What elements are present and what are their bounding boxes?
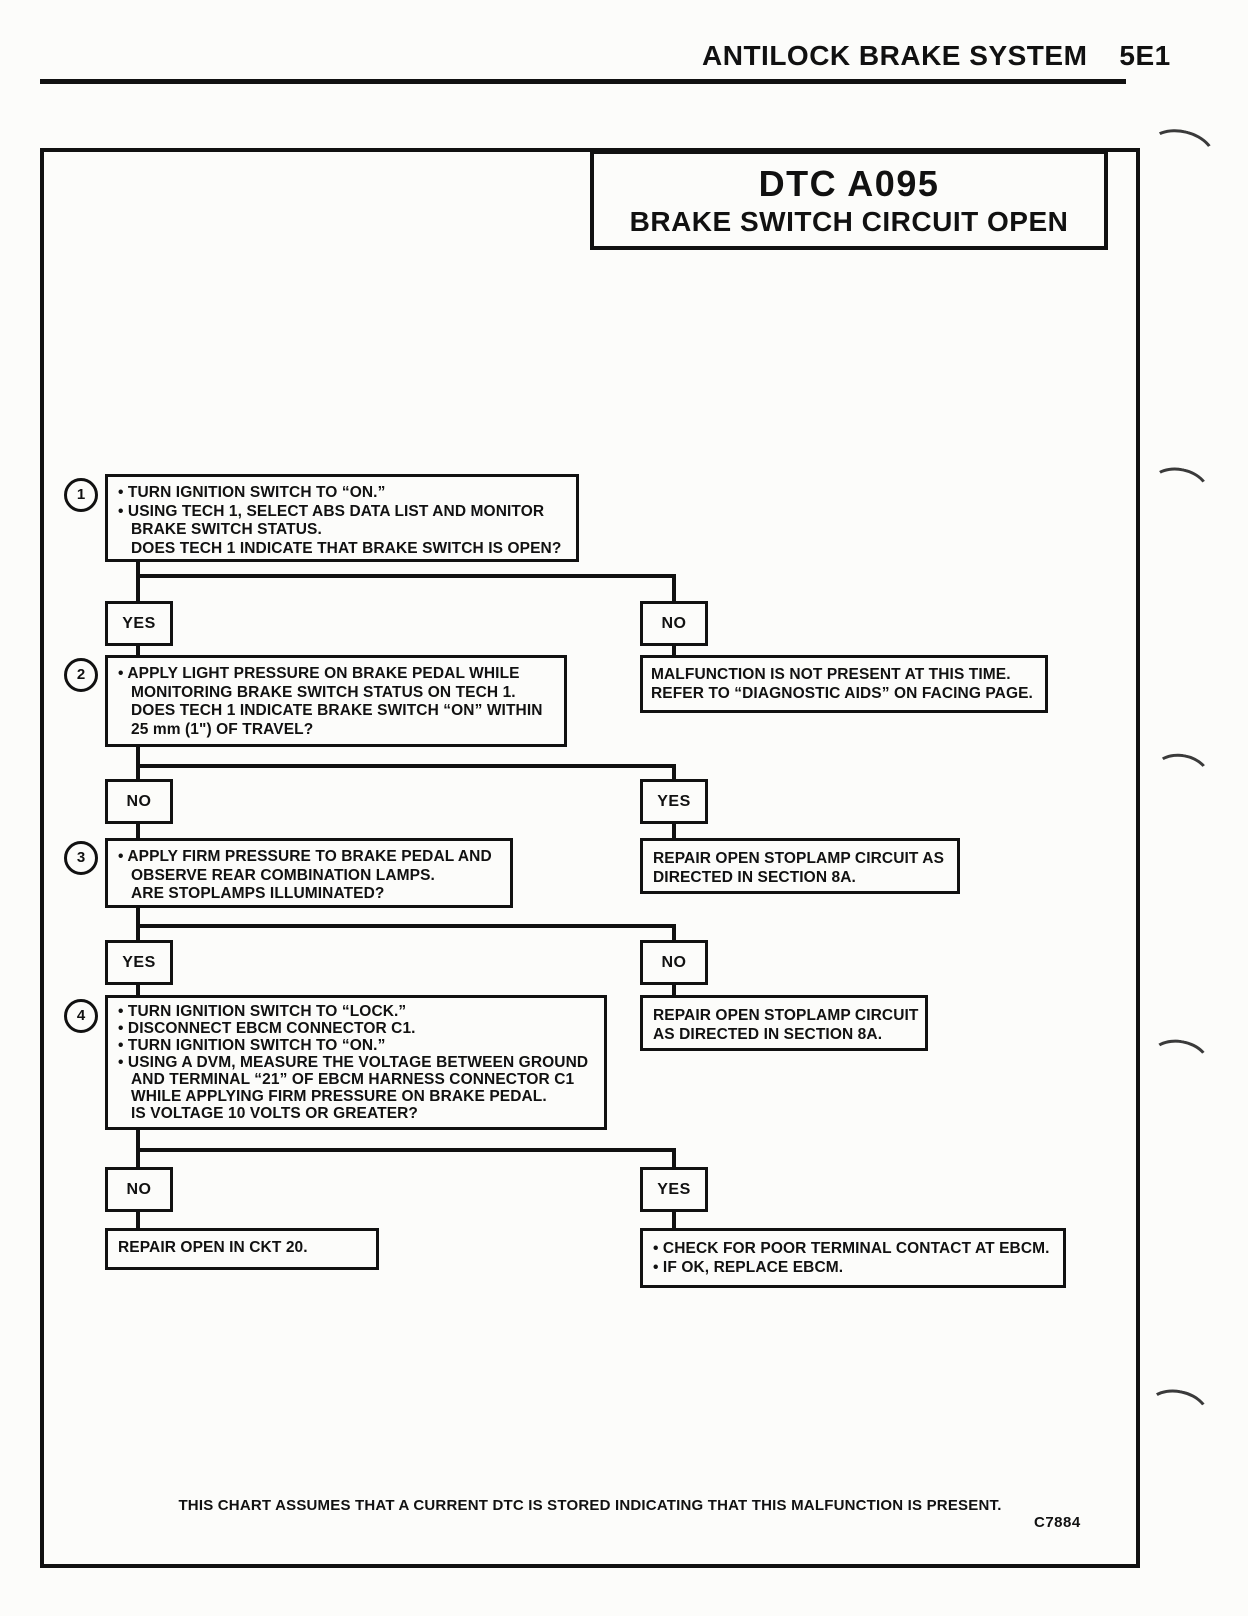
answer-box-no-1: NO bbox=[640, 601, 708, 646]
result-box-repair-ckt20: REPAIR OPEN IN CKT 20. bbox=[105, 1228, 379, 1270]
connector-line bbox=[136, 924, 676, 928]
result-box-repair-stoplamp-a: REPAIR OPEN STOPLAMP CIRCUIT AS DIRECTED IN SECTION 8A. bbox=[640, 838, 960, 894]
chart-footnote: THIS CHART ASSUMES THAT A CURRENT DTC IS STORED INDICATING THAT THIS MALFUNCTION IS PRESENT. bbox=[178, 1497, 1002, 1514]
result-box-malfunction-not-present: MALFUNCTION IS NOT PRESENT AT THIS TIME. REFER TO “DIAGNOSTIC AIDS” ON FACING PAGE. bbox=[640, 655, 1048, 713]
page-curl-mark-icon bbox=[1144, 462, 1214, 518]
step-number-badge-4: 4 bbox=[64, 999, 98, 1033]
page-curl-mark-icon bbox=[1149, 749, 1213, 800]
connector-line bbox=[136, 562, 140, 601]
answer-box-no-2: NO bbox=[105, 779, 173, 824]
connector-line bbox=[136, 1148, 676, 1152]
figure-code: C7884 bbox=[1034, 1514, 1081, 1531]
page-curl-mark-icon bbox=[1145, 1035, 1214, 1089]
page-curl-mark-icon bbox=[1141, 122, 1221, 186]
flow-step-1: • TURN IGNITION SWITCH TO “ON.” • USING TECH 1, SELECT ABS DATA LIST AND MONITOR BRAKE SWITCH STATUS. DOES TECH 1 INDICATE THAT BRAKE SWITCH IS OPEN? bbox=[105, 474, 579, 562]
flow-step-2: • APPLY LIGHT PRESSURE ON BRAKE PEDAL WHILE MONITORING BRAKE SWITCH STATUS ON TECH 1. DOES TECH 1 INDICATE BRAKE SWITCH “ON” WITHIN 25 mm (1") OF TRAVEL? bbox=[105, 655, 567, 747]
connector-line bbox=[672, 646, 676, 655]
answer-box-yes-3: YES bbox=[105, 940, 173, 985]
page-header bbox=[702, 40, 1171, 72]
answer-box-no-3: NO bbox=[640, 940, 708, 985]
step-number-badge-3: 3 bbox=[64, 841, 98, 875]
result-box-check-ebcm: • CHECK FOR POOR TERMINAL CONTACT AT EBCM. • IF OK, REPLACE EBCM. bbox=[640, 1228, 1066, 1288]
page-number: 5E1 bbox=[1119, 40, 1171, 71]
connector-line bbox=[672, 1212, 676, 1228]
connector-line bbox=[672, 1148, 676, 1167]
answer-box-yes-2: YES bbox=[640, 779, 708, 824]
connector-line bbox=[136, 747, 140, 779]
connector-line bbox=[136, 985, 140, 995]
answer-box-yes-1: YES bbox=[105, 601, 173, 646]
connector-line bbox=[136, 646, 140, 655]
connector-line bbox=[672, 824, 676, 838]
header-title: ANTILOCK BRAKE SYSTEM bbox=[702, 40, 1088, 71]
connector-line bbox=[136, 764, 676, 768]
connector-line bbox=[136, 824, 140, 838]
flow-step-4: • TURN IGNITION SWITCH TO “LOCK.” • DISCONNECT EBCM CONNECTOR C1. • TURN IGNITION SWITCH TO “ON.” • USING A DVM, MEASURE THE VOLTAGE BETWEEN GROUND AND TERMINAL “21” OF EBCM HARNESS CONNECTOR C1 WHILE APPLYING FIRM PRESSURE ON BRAKE PEDAL. IS VOLTAGE 10 VOLTS OR GREATER? bbox=[105, 995, 607, 1130]
dtc-code: DTC A095 bbox=[758, 163, 940, 204]
flow-step-3: • APPLY FIRM PRESSURE TO BRAKE PEDAL AND OBSERVE REAR COMBINATION LAMPS. ARE STOPLAMPS ILLUMINATED? bbox=[105, 838, 513, 908]
result-box-repair-stoplamp-b: REPAIR OPEN STOPLAMP CIRCUIT AS DIRECTED IN SECTION 8A. bbox=[640, 995, 928, 1051]
connector-line bbox=[672, 924, 676, 940]
connector-line bbox=[672, 574, 676, 601]
page-curl-mark-icon bbox=[1140, 1384, 1215, 1445]
answer-box-yes-4: YES bbox=[640, 1167, 708, 1212]
step-number-badge-2: 2 bbox=[64, 658, 98, 692]
connector-line bbox=[672, 764, 676, 779]
step-number-badge-1: 1 bbox=[64, 478, 98, 512]
dtc-name: BRAKE SWITCH CIRCUIT OPEN bbox=[629, 206, 1069, 237]
connector-line bbox=[136, 574, 676, 578]
header-rule bbox=[40, 79, 1126, 84]
dtc-title-box bbox=[590, 150, 1108, 250]
connector-line bbox=[136, 1212, 140, 1228]
connector-line bbox=[672, 985, 676, 995]
answer-box-no-4: NO bbox=[105, 1167, 173, 1212]
